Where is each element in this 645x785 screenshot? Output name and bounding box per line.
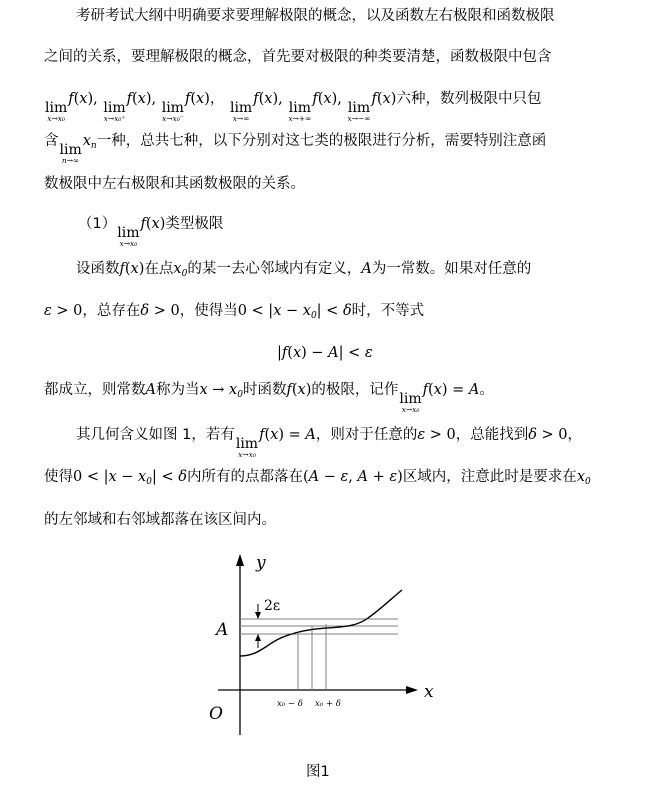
paragraph-2-line-2: ε > 0，总存在δ > 0，使得当$0 < |x - x_0| < \delta$时，不等式 bbox=[44, 303, 425, 321]
limit-operator: lim x→x₀⁻ bbox=[161, 100, 184, 123]
limit-operator: lim x→+∞ bbox=[288, 100, 312, 123]
paragraph-1-line-5: 数极限中左右极限和其函数极限的关系。 bbox=[44, 176, 305, 192]
limit-operator: lim x→−∞ bbox=[347, 100, 371, 123]
epsilon-arrow-bottom-icon bbox=[255, 634, 261, 641]
x0-plus-delta-label: x₀ + δ bbox=[315, 699, 341, 709]
limit-operator: lim n→∞ bbox=[59, 142, 82, 165]
paragraph-2-line-1: 设函数f(x)在点$x_0$的某一去心邻域内有定义，A为一常数。如果对任意的 bbox=[76, 261, 532, 279]
paragraph-1-line-4: 含 lim n→∞ $x_n$一种，总共七种，以下分别对这七类的极限进行分析，需要特别注意函 bbox=[44, 133, 547, 165]
limit-operator: lim x→x₀ bbox=[117, 225, 140, 248]
paragraph-2-line-4: 都成立，则常数A称为当$x \to x_0$时函数f(x)的极限，记作 lim x→x₀ f(x) = A。 bbox=[44, 382, 494, 414]
section-heading-1: （1） lim x→x₀ f(x)类型极限 bbox=[78, 216, 224, 248]
paragraph-1-line-3: lim x→x₀ f(x), lim x→x₀⁺ f(x), lim x→x₀⁻ f(x)， lim x→∞ f(x), lim x→+∞ f(x), lim x→−∞ f(x)六种，数列极限中只包 bbox=[45, 91, 542, 123]
limit-operator: lim x→x₀⁺ bbox=[103, 100, 126, 123]
two-epsilon-label: 2ε bbox=[264, 598, 281, 614]
paragraph-3-line-3: 的左邻域和右邻域都落在该区间内。 bbox=[44, 512, 276, 528]
limit-operator: lim x→x₀ bbox=[399, 391, 422, 414]
A-label: A bbox=[216, 620, 229, 640]
origin-label: O bbox=[209, 704, 223, 724]
figure-caption: 图1 bbox=[306, 764, 330, 780]
limit-operator: lim x→∞ bbox=[229, 100, 253, 123]
inequality-display: |f(x) − A| < ε bbox=[277, 345, 373, 361]
x-axis-arrow-icon bbox=[406, 686, 418, 694]
paragraph-1-line-1: 考研考试大纲中明确要求要理解极限的概念，以及函数左右极限和函数极限 bbox=[76, 8, 555, 24]
paragraph-3-line-2: 使得$0 < |x - x_0| < \delta$内所有的点都落在(A − ε, A + ε)区域内，注意此时是要求在$x_0$ bbox=[44, 469, 591, 487]
limit-operator: lim x→x₀ bbox=[45, 100, 68, 123]
epsilon-arrow-top-icon bbox=[255, 612, 261, 619]
x0-minus-delta-label: x₀ − δ bbox=[277, 699, 303, 709]
y-axis-label: y bbox=[256, 553, 266, 573]
paragraph-1-line-2: 之间的关系，要理解极限的概念，首先要对极限的种类要清楚，函数极限中包含 bbox=[44, 49, 552, 65]
y-axis-arrow-icon bbox=[236, 554, 244, 566]
x-axis-label: x bbox=[424, 682, 434, 702]
limit-operator: lim x→x₀ bbox=[235, 436, 259, 459]
paragraph-3-line-1: 其几何含义如图 1，若有 lim x→x₀ f(x) = A，则对于任意的ε > 0，总能找到δ > 0， bbox=[76, 427, 583, 459]
